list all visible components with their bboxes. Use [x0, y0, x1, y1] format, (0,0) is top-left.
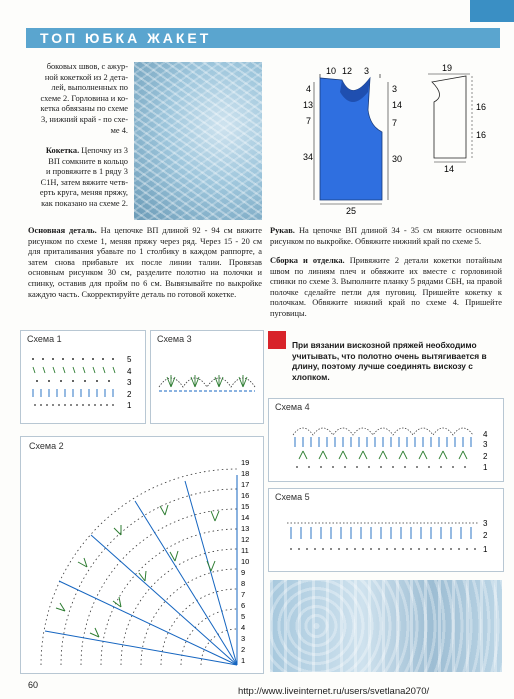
- intro-line: 3, нижний край - по схе-: [41, 114, 128, 124]
- row-number: 5: [241, 612, 246, 621]
- dim-label: 13: [303, 100, 314, 110]
- page-header: [26, 28, 500, 48]
- koketka-line: ВП сомкните в кольцо: [48, 156, 128, 166]
- koketka-line: Цепочку из 3: [81, 146, 128, 155]
- schema-4-label: Схема 4: [275, 402, 310, 412]
- sleeve-section: [270, 226, 502, 247]
- row-number: 4: [127, 367, 132, 376]
- schema-5-diagram: [283, 507, 499, 567]
- dim-label: 4: [306, 84, 312, 94]
- intro-line: схеме 2. Горловина и ко-: [40, 93, 128, 103]
- row-number: 19: [241, 458, 250, 467]
- row-number: 2: [241, 645, 246, 654]
- dim-label: 16: [476, 102, 487, 112]
- row-number: 9: [241, 568, 246, 577]
- main-detail-title: Основная деталь.: [28, 226, 97, 235]
- row-number: 14: [241, 513, 250, 522]
- source-url[interactable]: http://www.liveinternet.ru/users/svetlana2070/: [238, 686, 430, 697]
- schema-5: [268, 488, 504, 572]
- yoke-photo: [134, 62, 262, 220]
- dim-label: 10: [326, 66, 337, 76]
- row-number: 4: [241, 623, 246, 632]
- row-number: 16: [241, 491, 250, 500]
- row-number: 3: [127, 378, 132, 387]
- row-number: 4: [483, 430, 488, 439]
- row-number: 11: [241, 546, 249, 555]
- koketka-line: как показано на схеме 2.: [41, 198, 128, 208]
- row-number: 5: [127, 355, 132, 364]
- row-number: 3: [241, 634, 246, 643]
- row-number: 13: [241, 524, 250, 533]
- dim-label: 3: [364, 66, 370, 76]
- intro-line: боковых швов, с ажур-: [46, 62, 128, 71]
- schema-2: [20, 436, 264, 674]
- dim-label: 12: [342, 66, 353, 76]
- page-title: ТОП ЮБКА ЖАКЕТ: [40, 30, 212, 46]
- koketka-section: [28, 146, 128, 210]
- schema-4-diagram: [289, 415, 499, 477]
- row-number: 15: [241, 502, 250, 511]
- row-number: 2: [483, 531, 488, 540]
- row-number: 1: [241, 656, 246, 665]
- row-number: 3: [483, 519, 488, 528]
- sleeve-title: Рукав.: [270, 226, 295, 235]
- sleeve-text: На цепочке ВП длиной 34 - 35 см вяжите основным рисунком по выкройке. Обвяжите нижний край по схеме 5.: [270, 226, 502, 246]
- row-number: 1: [483, 545, 488, 554]
- koketka-line: ерть круга, меняя пряжу,: [39, 188, 128, 198]
- dim-label: 19: [442, 63, 453, 73]
- assembly-text: Привяжите 2 детали кокетки потайным швом по линиям плеч и обвяжите их вместе с горловиной спинки по схеме 3. Выполните планку 5 рядами СБН, на правой полочке сделайте петли для пуговиц. Пришейте кокетку к полочкам. Обвяжите нижний край по схеме 4. Пришейте пуговицы.: [270, 256, 502, 318]
- sleeve-shape: [432, 76, 466, 158]
- row-number: 6: [241, 601, 246, 610]
- row-number: 2: [483, 452, 488, 461]
- dim-label: 3: [392, 84, 398, 94]
- intro-line: ной кокеткой из 2 дета-: [44, 72, 128, 82]
- koketka-line: и провяжите в 1 ряду 3: [46, 167, 128, 177]
- main-detail-section: [28, 226, 262, 300]
- schema-1: [20, 330, 146, 424]
- page-number: 60: [28, 680, 39, 690]
- dim-label: 34: [303, 152, 314, 162]
- dim-label: 16: [476, 130, 487, 140]
- schema-4: [268, 398, 504, 482]
- schema-5-label: Схема 5: [275, 492, 310, 502]
- dim-label: 14: [444, 164, 455, 174]
- intro-line: кетка обвязаны по схеме: [40, 104, 128, 114]
- row-number: 12: [241, 535, 250, 544]
- dim-label: 7: [392, 118, 398, 128]
- row-number: 17: [241, 480, 250, 489]
- schema-3: [150, 330, 264, 424]
- schema-1-diagram: [27, 349, 139, 419]
- dim-label: 7: [306, 116, 312, 126]
- yarn-note: [292, 340, 502, 382]
- koketka-line: С1Н, затем вяжите четв-: [40, 177, 128, 187]
- row-number: 1: [483, 463, 488, 472]
- note-marker: [268, 331, 286, 349]
- koketka-title: Кокетка.: [45, 146, 80, 155]
- dim-label: 30: [392, 154, 403, 164]
- row-number: 1: [127, 401, 132, 410]
- row-number: 10: [241, 557, 250, 566]
- schema-1-label: Схема 1: [27, 334, 62, 344]
- row-number: 18: [241, 469, 250, 478]
- row-number: 7: [241, 590, 246, 599]
- intro-text: [28, 62, 128, 136]
- schema-2-diagram: [25, 451, 259, 671]
- row-number: 2: [127, 390, 132, 399]
- yarn-note-text: При вязании вискозной пряжей необходимо учитывать, что полотно очень вытягивается в длину, поэтому лучше соединять вискозу с хлопком.: [292, 340, 487, 382]
- main-detail-text: На цепочке ВП длиной 92 - 94 см вяжите рисунком по схеме 1, меняя пряжу через ряд. Через 15 - 20 см для приталивания убавьте по 1 столбику в каждом раппорте, а затем снова прибавьте их после линии талии. Провязав основным рисунком 30 см, разделите полотно на полочки и спинку, оставив для пройм по 6 см. Вывязывайте по выкройке каждую часть. Скорректируйте деталь по готовой кокетке.: [28, 226, 263, 299]
- dim-label: 14: [392, 100, 403, 110]
- intro-line: лей, выполненных по: [51, 83, 128, 93]
- assembly-title: Сборка и отделка.: [270, 256, 345, 265]
- corner-decoration: [470, 0, 514, 22]
- row-number: 8: [241, 579, 246, 588]
- schema-3-diagram: [157, 357, 257, 407]
- schema-3-label: Схема 3: [157, 334, 192, 344]
- schema-2-label: Схема 2: [29, 441, 64, 451]
- row-number: 3: [483, 440, 488, 449]
- dim-label: 25: [346, 206, 357, 216]
- intro-line: ме 4.: [110, 125, 128, 135]
- assembly-section: [270, 256, 502, 320]
- garment-pattern: [270, 62, 502, 218]
- hem-photo: [270, 580, 502, 672]
